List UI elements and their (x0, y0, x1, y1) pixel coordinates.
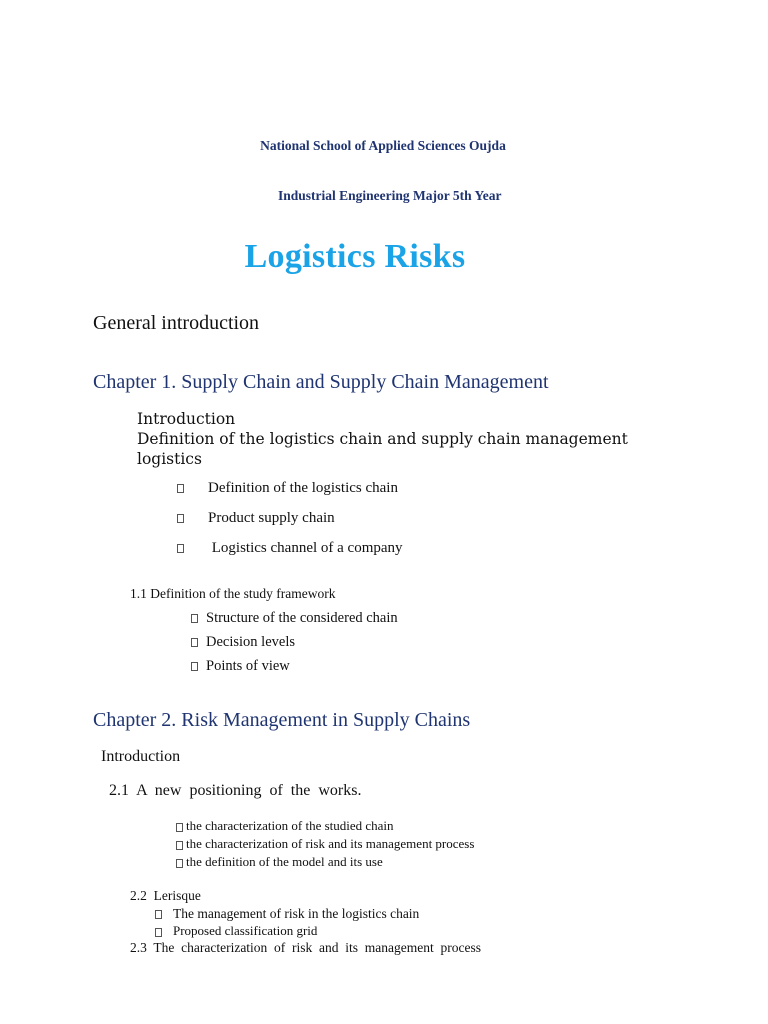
list-item-text: Points of view (206, 658, 290, 674)
list-item-text: Structure of the considered chain (206, 610, 398, 626)
chapter-1-heading: Chapter 1. Supply Chain and Supply Chain Management (93, 371, 549, 393)
checkbox-bullet-icon (191, 638, 198, 647)
section-2-3-heading: 2.3 The characterization of risk and its management process (130, 940, 482, 955)
list-item (191, 610, 398, 627)
major-year: Industrial Engineering Major 5th Year (278, 188, 502, 203)
checkbox-bullet-icon (176, 859, 183, 868)
list-item (191, 658, 290, 675)
list-item-text: Logistics channel of a company (208, 540, 403, 556)
list-item (177, 480, 398, 497)
checkbox-bullet-icon (191, 662, 198, 671)
list-item-text: The management of risk in the logistics chain (173, 906, 420, 921)
chapter-1-intro-line: Introduction (137, 410, 236, 428)
list-item-text: Definition of the logistics chain (208, 480, 398, 496)
chapter-2-intro: Introduction (101, 748, 181, 765)
list-item-text: the characterization of the studied chain (186, 818, 394, 833)
list-item-text: Decision levels (206, 634, 295, 650)
list-item (177, 510, 335, 527)
list-item (176, 854, 383, 870)
checkbox-bullet-icon (155, 910, 162, 919)
list-item-text: Product supply chain (208, 510, 335, 526)
checkbox-bullet-icon (155, 928, 162, 937)
section-1-1-heading: 1.1 Definition of the study framework (130, 586, 336, 601)
checkbox-bullet-icon (177, 484, 184, 493)
checkbox-bullet-icon (177, 514, 184, 523)
checkbox-bullet-icon (176, 841, 183, 850)
list-item-text: the characterization of risk and its management process (186, 836, 475, 851)
chapter-2-heading: Chapter 2. Risk Management in Supply Chains (93, 709, 471, 731)
checkbox-bullet-icon (177, 544, 184, 553)
list-item (177, 540, 403, 557)
list-item-text: Proposed classification grid (173, 923, 318, 938)
chapter-1-intro-line: Definition of the logistics chain and supply chain management (137, 430, 628, 448)
list-item (176, 836, 474, 852)
chapter-1-intro (137, 409, 628, 469)
checkbox-bullet-icon (191, 614, 198, 623)
school-name: National School of Applied Sciences Oujda (260, 138, 506, 153)
list-item (176, 818, 394, 834)
checkbox-bullet-icon (176, 823, 183, 832)
list-item-text: the definition of the model and its use (186, 854, 383, 869)
list-item (155, 906, 419, 922)
document-title: Logistics Risks (244, 238, 466, 275)
chapter-1-intro-line: logistics (137, 450, 202, 468)
section-2-1-heading: 2.1 A new positioning of the works. (109, 782, 362, 799)
general-introduction-heading: General introduction (93, 312, 260, 334)
list-item (155, 923, 317, 939)
list-item (191, 634, 295, 651)
section-2-2-heading: 2.2 Lerisque (130, 888, 201, 903)
